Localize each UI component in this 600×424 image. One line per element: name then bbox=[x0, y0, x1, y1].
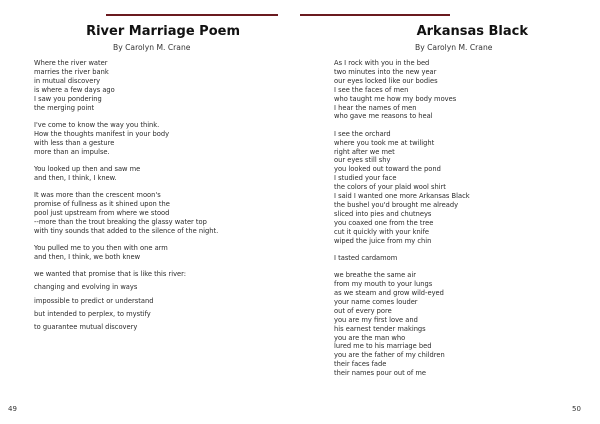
poem-line: the bushel you'd brought me already bbox=[334, 200, 459, 209]
poem-line: cut it quickly with your knife bbox=[334, 227, 430, 236]
poem-line: --more than the trout breaking the glassy water top bbox=[34, 217, 207, 226]
poem-stanza bbox=[334, 130, 564, 246]
poem-stanza bbox=[334, 271, 564, 378]
poem-line: impossible to predict or understand bbox=[34, 296, 154, 305]
poem-line: and then, I think, I knew. bbox=[34, 173, 117, 182]
page-number: 49 bbox=[8, 405, 17, 413]
poem-line: Where the river water bbox=[34, 59, 108, 67]
poem-stanza bbox=[34, 165, 284, 183]
poem-line: but intended to perplex, to mystify bbox=[34, 310, 151, 319]
poem-line: your name comes louder bbox=[334, 297, 418, 306]
poem-line: in mutual discovery bbox=[34, 76, 101, 85]
poem-line: who gave me reasons to heal bbox=[334, 112, 433, 121]
poem-line: I saw you pondering bbox=[34, 94, 102, 103]
poem-line: you are my first love and bbox=[334, 315, 418, 324]
poem-line: we wanted that promise that is like this river: bbox=[34, 270, 187, 279]
poem-line: I said I wanted one more Arkansas Black bbox=[334, 192, 470, 201]
poem-line: our eyes still shy bbox=[334, 156, 391, 165]
poem-title: River Marriage Poem bbox=[86, 24, 240, 39]
poem-line: we breathe the same air bbox=[334, 271, 417, 280]
poem-line: you are the father of my children bbox=[334, 351, 445, 360]
poem-line: is where a few days ago bbox=[34, 85, 115, 94]
poem-line: their faces fade bbox=[334, 360, 387, 369]
poem-line: out of every pore bbox=[334, 306, 392, 315]
poem-line: changing and evolving in ways bbox=[34, 283, 138, 292]
poem-line: with tiny sounds that added to the silence of the night. bbox=[34, 226, 219, 235]
poem-line: with less than a gesture bbox=[34, 138, 115, 147]
poem-line: right after we met bbox=[334, 147, 395, 156]
poem-byline: By Carolyn M. Crane bbox=[113, 43, 191, 52]
poem-line: How the thoughts manifest in your body bbox=[34, 129, 170, 138]
poem-line: his earnest tender makings bbox=[334, 324, 426, 333]
poem-line: from my mouth to your lungs bbox=[334, 280, 433, 289]
poem-line: It was more than the crescent moon's bbox=[34, 191, 161, 200]
poem-line: As I rock with you in the bed bbox=[334, 59, 430, 67]
poem-line: and then, I think, we both knew bbox=[34, 252, 141, 261]
poem-line: you coaxed one from the tree bbox=[334, 218, 434, 227]
poem-stanza bbox=[34, 121, 284, 157]
poem-line: the merging point bbox=[34, 103, 95, 112]
poem-line: I see the faces of men bbox=[334, 85, 409, 94]
poem-stanza bbox=[34, 59, 284, 112]
poem-stanza bbox=[34, 191, 284, 236]
poem-line: wiped the juice from my chin bbox=[334, 236, 432, 245]
poem-line: pool just upstream from where we stood bbox=[34, 208, 170, 217]
poem-body bbox=[34, 59, 284, 341]
poem-line: you looked out toward the pond bbox=[334, 165, 441, 174]
poem-line: our eyes locked like our bodies bbox=[334, 76, 438, 85]
poem-line: as we steam and grow wild-eyed bbox=[334, 289, 444, 298]
page-number: 50 bbox=[572, 405, 581, 413]
poem-line: sliced into pies and chutneys bbox=[334, 209, 432, 218]
poem-title: Arkansas Black bbox=[416, 24, 528, 39]
poem-stanza bbox=[34, 244, 284, 262]
poem-line: promise of fullness as it shined upon the bbox=[34, 199, 170, 208]
poem-line: you are the man who bbox=[334, 333, 406, 342]
poem-line: more than an impulse. bbox=[34, 147, 110, 156]
poem-line: I studied your face bbox=[334, 174, 397, 183]
poem-line: the colors of your plaid wool shirt bbox=[334, 183, 446, 192]
poem-line: I tasted cardamom bbox=[334, 253, 398, 262]
title-rule bbox=[106, 14, 278, 16]
poem-line: I hear the names of men bbox=[334, 103, 417, 112]
poem-line: You looked up then and saw me bbox=[34, 164, 141, 173]
poem-line: their names pour out of me bbox=[334, 369, 427, 378]
poem-stanza bbox=[334, 59, 564, 121]
right-page bbox=[300, 0, 600, 424]
poem-byline: By Carolyn M. Crane bbox=[415, 43, 493, 52]
poem-line: who taught me how my body moves bbox=[334, 94, 457, 103]
poem-line: to guarantee mutual discovery bbox=[34, 323, 138, 332]
poem-body bbox=[334, 59, 564, 386]
poem-stanza bbox=[334, 254, 564, 263]
poem-line: lured me to his marriage bed bbox=[334, 342, 432, 351]
poem-stanza bbox=[34, 270, 284, 332]
poem-line: I see the orchard bbox=[334, 129, 391, 138]
poem-line: You pulled me to you then with one arm bbox=[34, 243, 168, 252]
poem-line: marries the river bank bbox=[34, 67, 109, 76]
poem-line: where you took me at twilight bbox=[334, 138, 435, 147]
title-rule bbox=[300, 14, 450, 16]
poem-line: two minutes into the new year bbox=[334, 67, 437, 76]
poem-line: I've come to know the way you think. bbox=[34, 120, 160, 129]
